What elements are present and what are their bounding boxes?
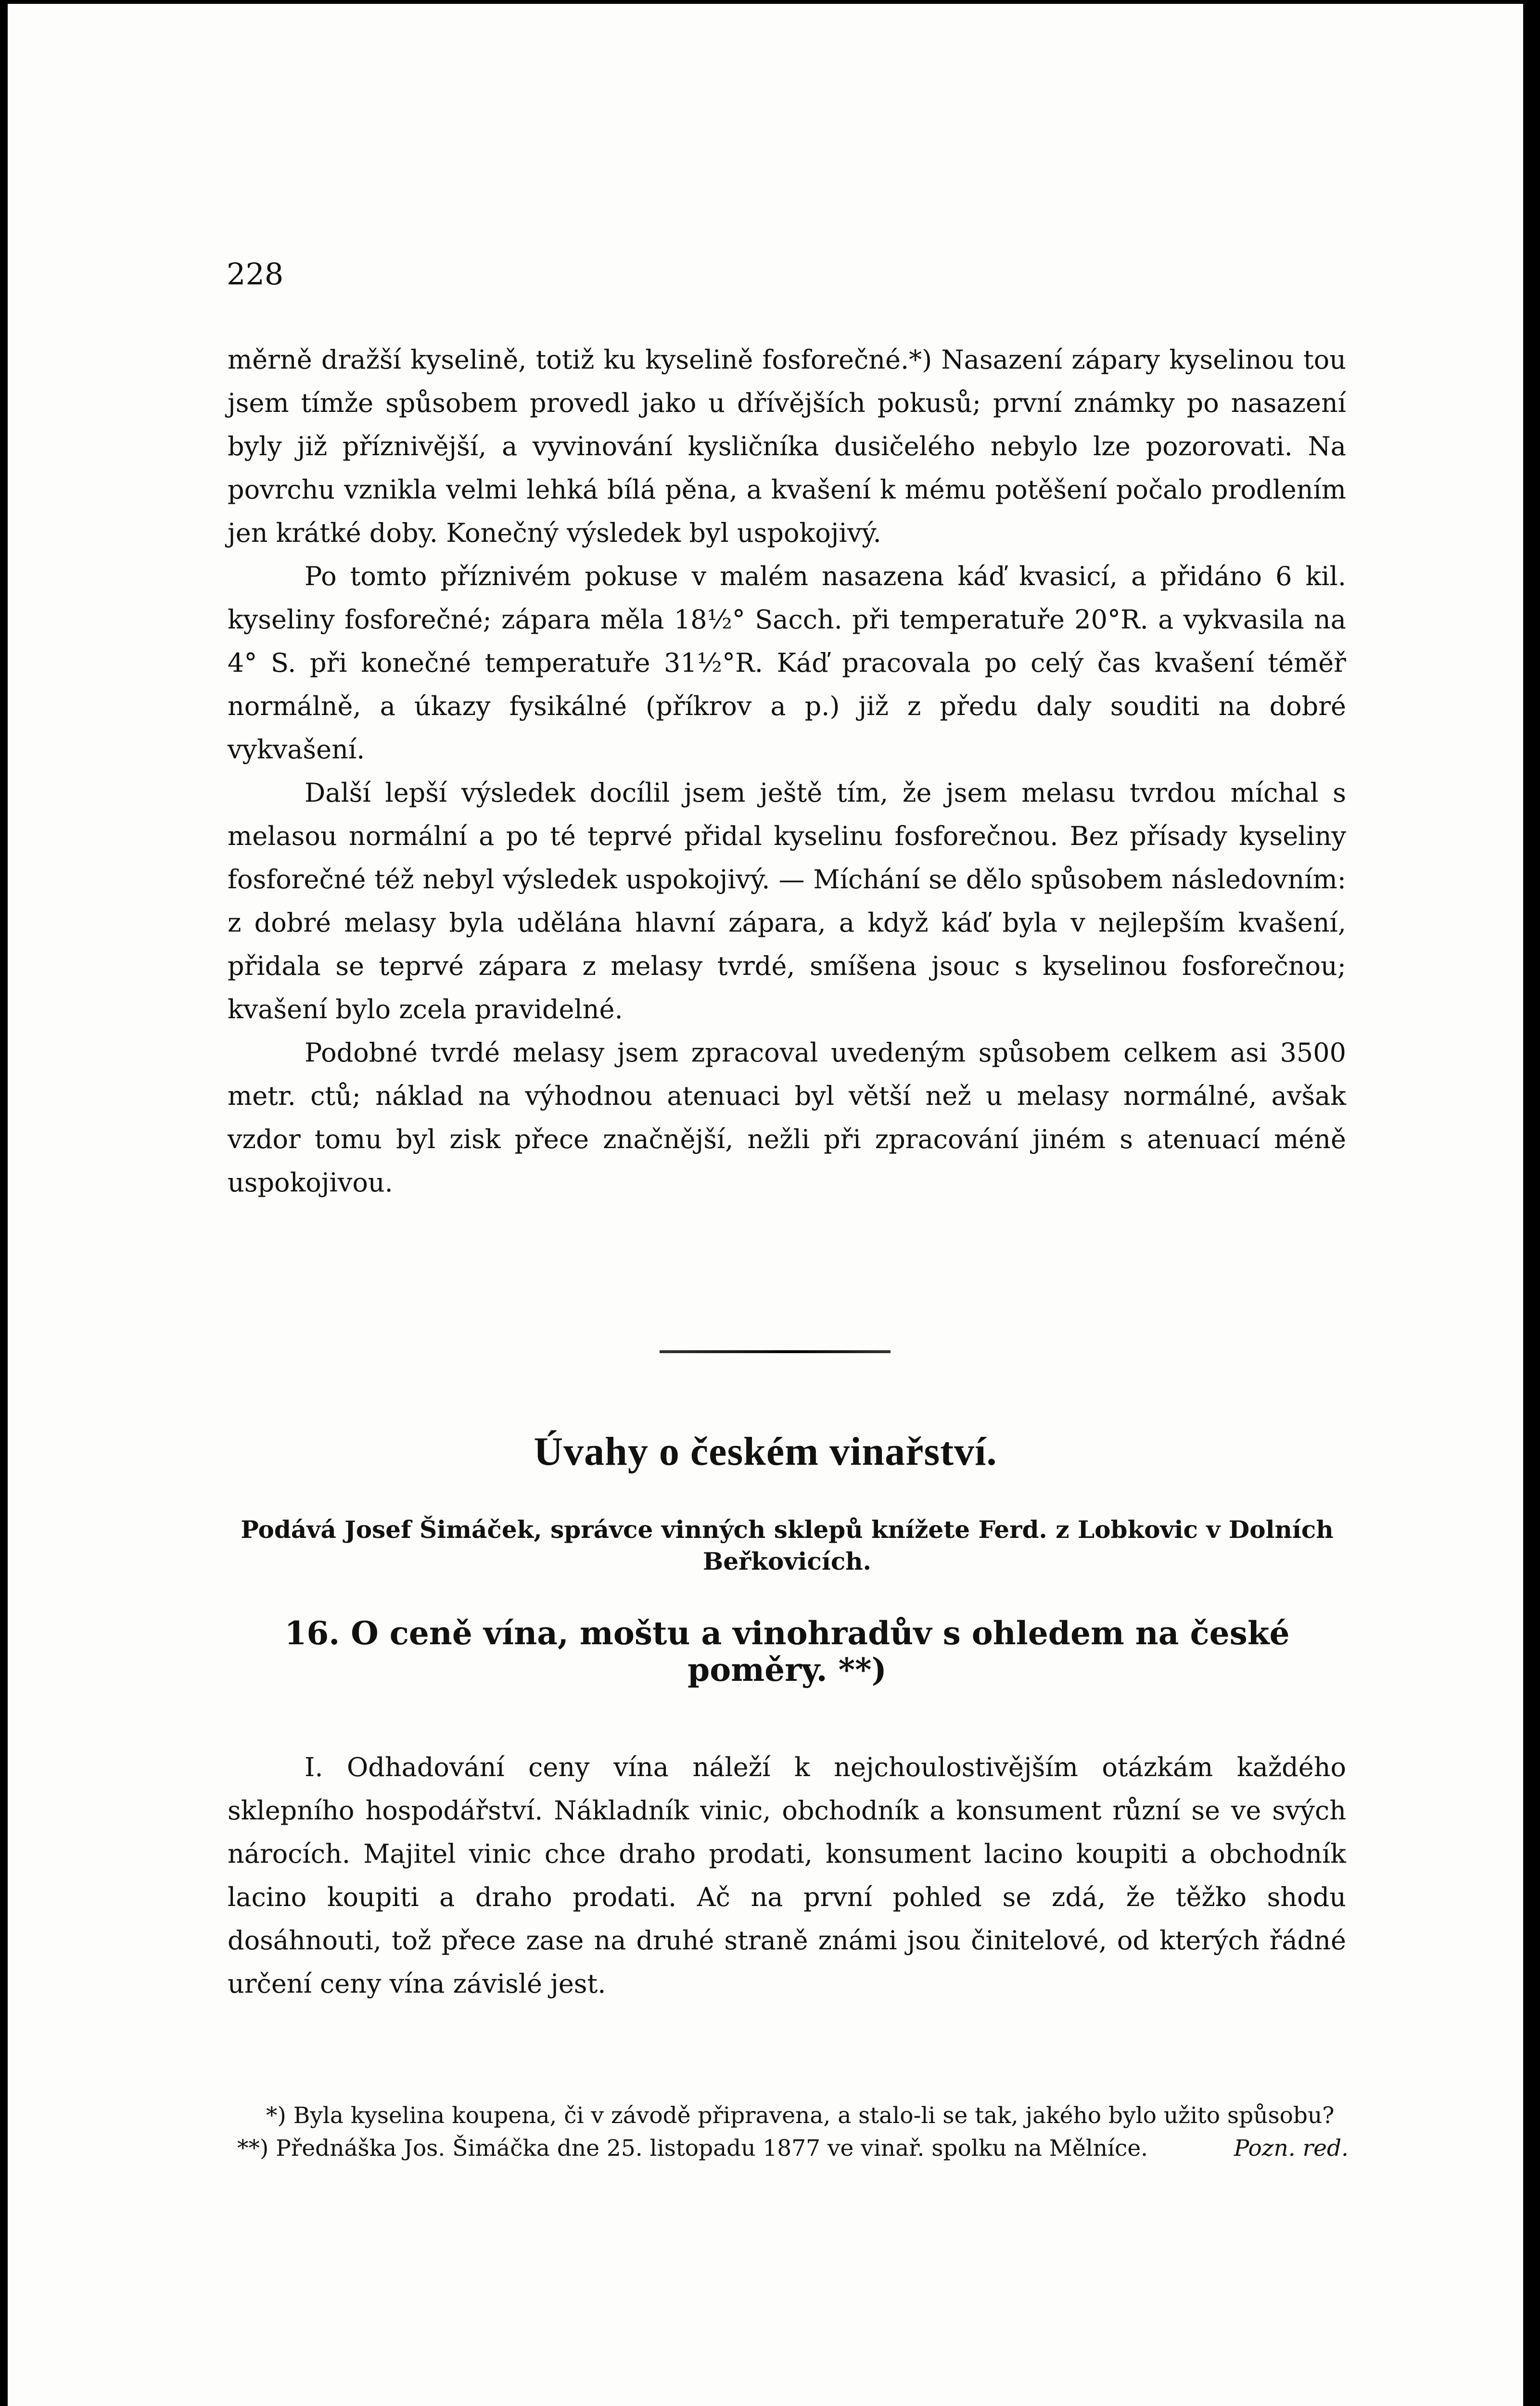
footnote-1-text: *) Byla kyselina koupena, či v závodě připravena, a stalo-li se tak, jakého bylo užito spůsobu? xyxy=(266,2102,1335,2129)
footnote-2: **) Přednáška Jos. Šimáčka dne 25. listopadu 1877 ve vinař. spolku na Mělníce. xyxy=(237,2135,1148,2162)
section-title: 16. O ceně vína, moštu a vinohradův s ohledem na české poměry. **) xyxy=(284,1614,1290,1689)
article-byline: Podává Josef Šimáček, správce vinných sklepů knížete Ferd. z Lobkovic v Dolních Beřkovicích. xyxy=(241,1515,1334,1575)
footnotes xyxy=(228,2099,1349,2165)
section-divider xyxy=(660,1350,891,1353)
article-body xyxy=(228,1746,1346,2006)
paragraph-4: Podobné tvrdé melasy jsem zpracoval uvedeným spůsobem celkem asi 3500 metr. ctů; náklad na výhodnou atenuaci byl větší než u melasy normálné, avšak vzdor tomu byl zisk přece značnější, nežli při zpracování jiném s atenuací méně uspokojivou. xyxy=(228,1037,1346,1198)
footnote-1-note: Pozn. red. xyxy=(1234,2135,1349,2162)
page-number: 228 xyxy=(227,256,284,292)
paragraph-2: Po tomto příznivém pokuse v malém nasazena káď kvasicí, a přidáno 6 kil. kyseliny fosforečné; zápara měla 18½° Sacch. při temperatuře 20°R. a vykvasila na 4° S. při konečné temperatuře 31½°R. Káď pracovala po celý čas kvašení téměř normálně, a úkazy fysikálné (příkrov a p.) již z předu daly souditi na dobré vykvašení. xyxy=(228,561,1346,765)
document-page xyxy=(8,4,1523,2406)
article-title: Úvahy o českém vinařství. xyxy=(534,1429,997,1474)
paragraph-3: Další lepší výsledek docílil jsem ještě tím, že jsem melasu tvrdou míchal s melasou normální a po té teprvé přidal kyselinu fosforečnou. Bez přísady kyseliny fosforečné též nebyl výsledek uspokojivý. — Míchání se dělo spůsobem následovním: z dobré melasy byla udělána hlavní zápara, a když káď byla v nejlepším kvašení, přidala se teprvé zápara z melasy tvrdé, smíšena jsouc s kyselinou fosforečnou; kvašení bylo zcela pravidelné. xyxy=(228,778,1346,1024)
body-text xyxy=(228,338,1346,1204)
paragraph-1: měrně dražší kyselině, totiž ku kyselině fosforečné.*) Nasazení zápary kyselinou tou jsem tímže spůsobem provedl jako u dřívějších pokusů; první známky po nasazení byly již příznivější, a vyvinování kysličníka dusičelého nebylo lze pozorovati. Na povrchu vznikla velmi lehká bílá pěna, a kvašení k mému potěšení počalo prodlením jen krátké doby. Konečný výsledek byl uspokojivý. xyxy=(228,345,1346,548)
article-paragraph: I. Odhadování ceny vína náleží k nejchoulostivějším otázkám každého sklepního hospodářství. Nákladník vinic, obchodník a konsument různí se ve svých nárocích. Majitel vinic chce draho prodati, konsument lacino koupiti a obchodník lacino koupiti a draho prodati. Ač na první pohled se zdá, že těžko shodu dosáhnouti, tož přece zase na druhé straně známi jsou činitelové, od kterých řádné určení ceny vína závislé jest. xyxy=(228,1752,1346,1999)
